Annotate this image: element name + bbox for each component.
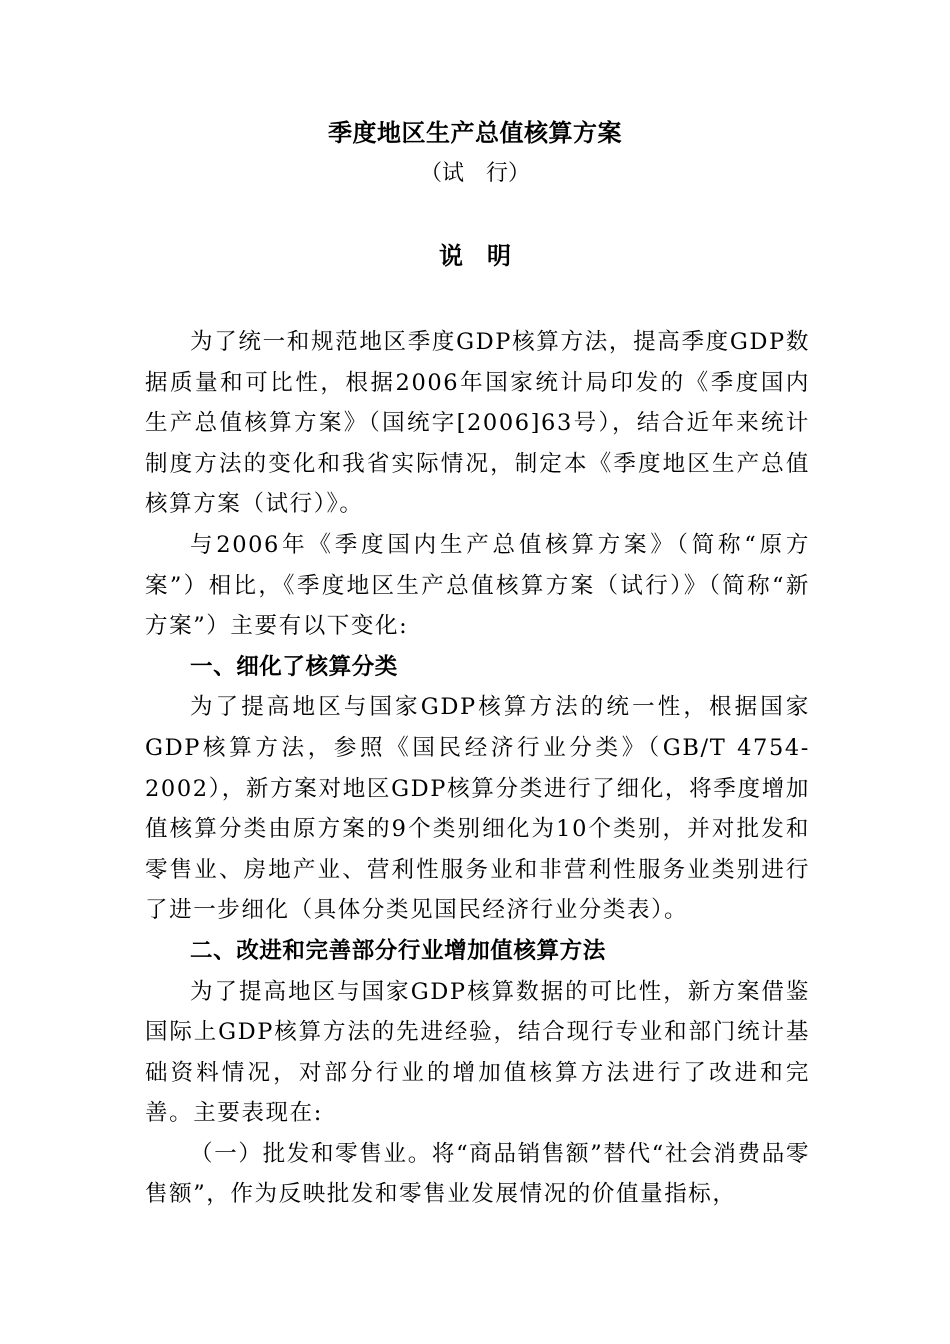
document-subtitle: （试 行） [419, 161, 530, 186]
section-title-1: 一、细化了核算分类 [190, 653, 398, 680]
section-title-2: 二、改进和完善部分行业增加值核算方法 [190, 937, 606, 964]
section-2-paragraph: 为了提高地区与国家GDP核算数据的可比性，新方案借鉴国际上GDP核算方法的先进经验，结合现行专业和部门统计基础资料情况，对部分行业的增加值核算方法进行了改进和完善。主要表现在: [145, 978, 810, 1127]
section-heading-explanation: 说 明 [439, 242, 511, 270]
comparison-paragraph: 与2006年《季度国内生产总值核算方案》（简称“原方案”）相比，《季度地区生产总值核算方案（试行）》（简称“新方案”）主要有以下变化: [145, 531, 810, 640]
section-1-paragraph: 为了提高地区与国家GDP核算方法的统一性，根据国家GDP核算方法，参照《国民经济行业分类》（GB/T 4754-2002），新方案对地区GDP核算分类进行了细化，将季度增加值核算分类由原方案的9个类别细化为10个类别，并对批发和零售业、房地产业、营利性服务业和非营利性服务业类别进行了进一步细化（具体分类见国民经济行业分类表）。 [145, 694, 810, 924]
intro-paragraph: 为了统一和规范地区季度GDP核算方法，提高季度GDP数据质量和可比性，根据2006年国家统计局印发的《季度国内生产总值核算方案》（国统字[2006]63号），结合近年来统计制度方法的变化和我省实际情况，制定本《季度地区生产总值核算方案（试行）》。 [145, 329, 810, 518]
subsection-1-paragraph: （一）批发和零售业。将“商品销售额”替代“社会消费品零售额”，作为反映批发和零售业发展情况的价值量指标， [145, 1140, 810, 1208]
document-body [145, 322, 810, 1215]
document-title: 季度地区生产总值核算方案 [328, 119, 622, 147]
